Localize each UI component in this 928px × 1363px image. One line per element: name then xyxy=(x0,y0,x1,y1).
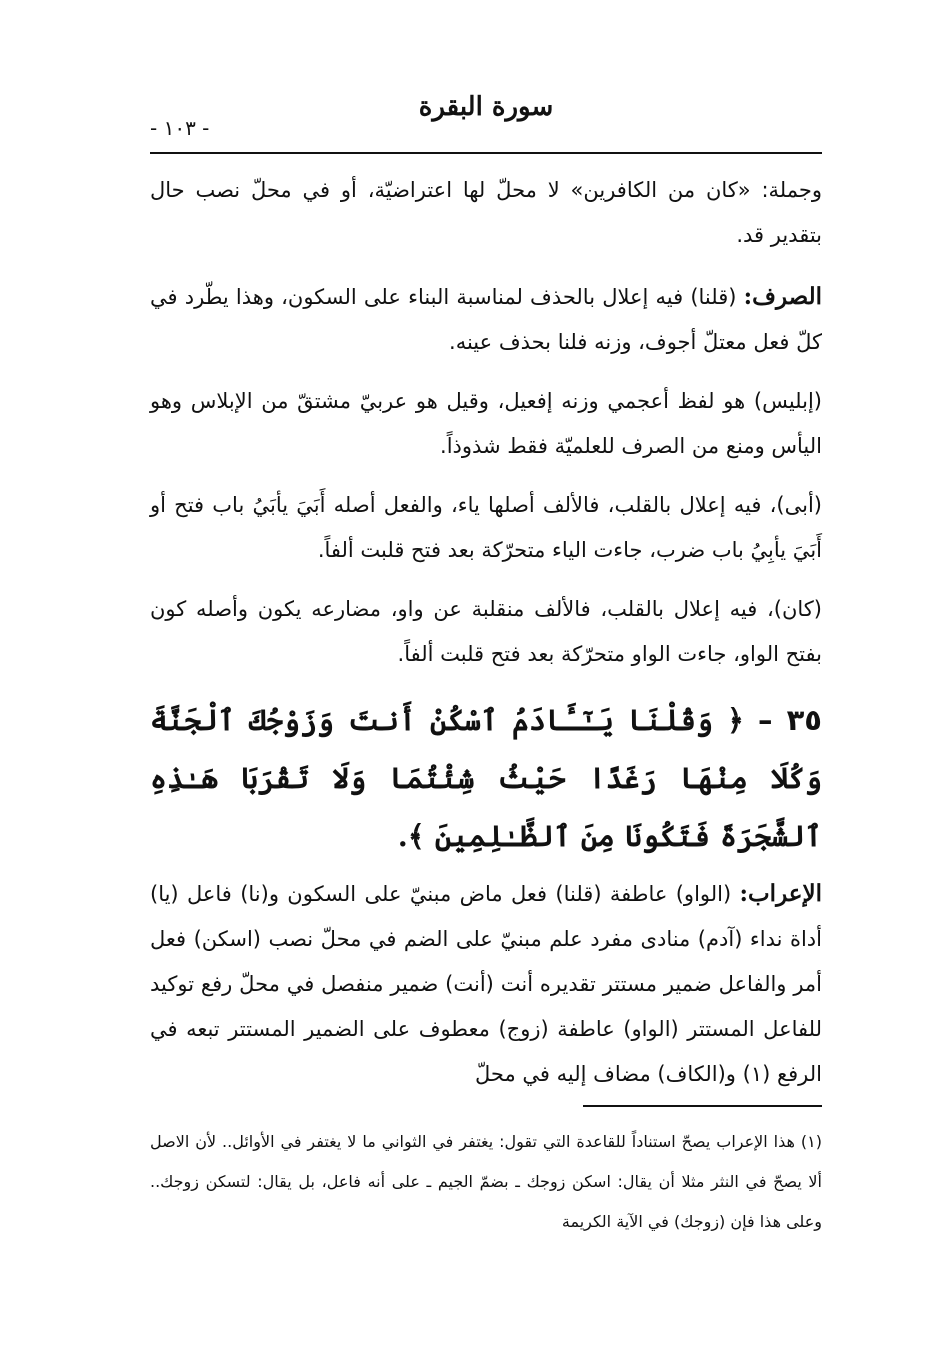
paragraph-text: (إبليس) هو لفظ أعجمي وزنه إفعيل، وقيل هو عربيّ مشتقّ من الإبلاس وهو اليأس ومنع من الصرف للعلميّة فقط شذوذاً. xyxy=(150,389,822,458)
paragraph-iblis xyxy=(150,379,822,469)
paragraph-sarf xyxy=(150,274,822,365)
footnote-divider xyxy=(583,1105,822,1107)
paragraph-text: وجملة: «كان من الكافرين» لا محلّ لها اعتراضيّة، أو في محلّ نصب حال بتقدير قد. xyxy=(150,178,822,247)
verse-number: ٣٥ – xyxy=(758,703,822,737)
quran-verse xyxy=(150,691,822,865)
paragraph-jumla xyxy=(150,168,822,258)
paragraph-kana xyxy=(150,587,822,677)
page-body xyxy=(150,168,822,1111)
paragraph-text: (أبى)، فيه إعلال بالقلب، فالألف أصلها ياء، والفعل أصله أَبَيَ يأبَيُ باب فتح أو أَبَيَ يأبِيُ باب ضرب، جاءت الياء متحرّكة بعد فتح قلبت ألفاً. xyxy=(150,493,822,562)
footnotes xyxy=(150,1122,822,1242)
surah-title: سورة البقرة xyxy=(418,92,554,122)
paragraph-text: (كان)، فيه إعلال بالقلب، فالألف منقلبة عن واو، مضارعه يكون وأصله كون بفتح الواو، جاءت الواو متحرّكة بعد فتح قلبت ألفاً. xyxy=(150,597,822,666)
paragraph-aba xyxy=(150,483,822,573)
page-number: - ١٠٣ - xyxy=(150,116,210,140)
footnote-1: (١) هذا الإعراب يصحّ استناداً للقاعدة التي تقول: يغتفر في الثواني ما لا يغتفر في الأوائل.. لأن الاصل ألا يصحّ في النثر مثلا أن يقال: اسكن زوجك ـ بضمّ الجيم ـ على أنه فاعل، بل يقال: لتسكن زوجك.. وعلى هذا فإن (زوجك) في الآية الكريمة xyxy=(150,1132,822,1231)
paragraph-irab xyxy=(150,871,822,1097)
section-term-sarf: الصرف: xyxy=(743,283,822,310)
verse-text: ﴿ وَقُلْنَا يَـٰٓـَٔادَمُ ٱسْكُنْ أَنتَ وَزَوْجُكَ ٱلْجَنَّةَ وَكُلَا مِنْهَا رَغَدًا حَيْثُ شِئْتُمَا وَلَا تَقْرَبَا هَـٰذِهِ ٱلشَّجَرَةَ فَتَكُونَا مِنَ ٱلظَّـٰلِمِينَ ﴾. xyxy=(150,703,822,853)
paragraph-text: (قلنا) فيه إعلال بالحذف لمناسبة البناء على السكون، وهذا يطّرد في كلّ فعل معتلّ أجوف، وزنه فلنا بحذف عينه. xyxy=(150,285,822,354)
page-header xyxy=(150,86,822,154)
section-term-irab: الإعراب: xyxy=(739,880,822,907)
paragraph-text: (الواو) عاطفة (قلنا) فعل ماض مبنيّ على السكون و(نا) فاعل (يا) أداة نداء (آدم) منادى مفرد علم مبنيّ على الضم في محلّ نصب (اسكن) فعل أمر والفاعل ضمير مستتر تقديره أنت (أنت) ضمير منفصل في محلّ رفع توكيد للفاعل المستتر (الواو) عاطفة (زوج) معطوف على الضمير المستتر تبعه في الرفع (١) و(الكاف) مضاف إليه في محلّ xyxy=(150,882,822,1086)
